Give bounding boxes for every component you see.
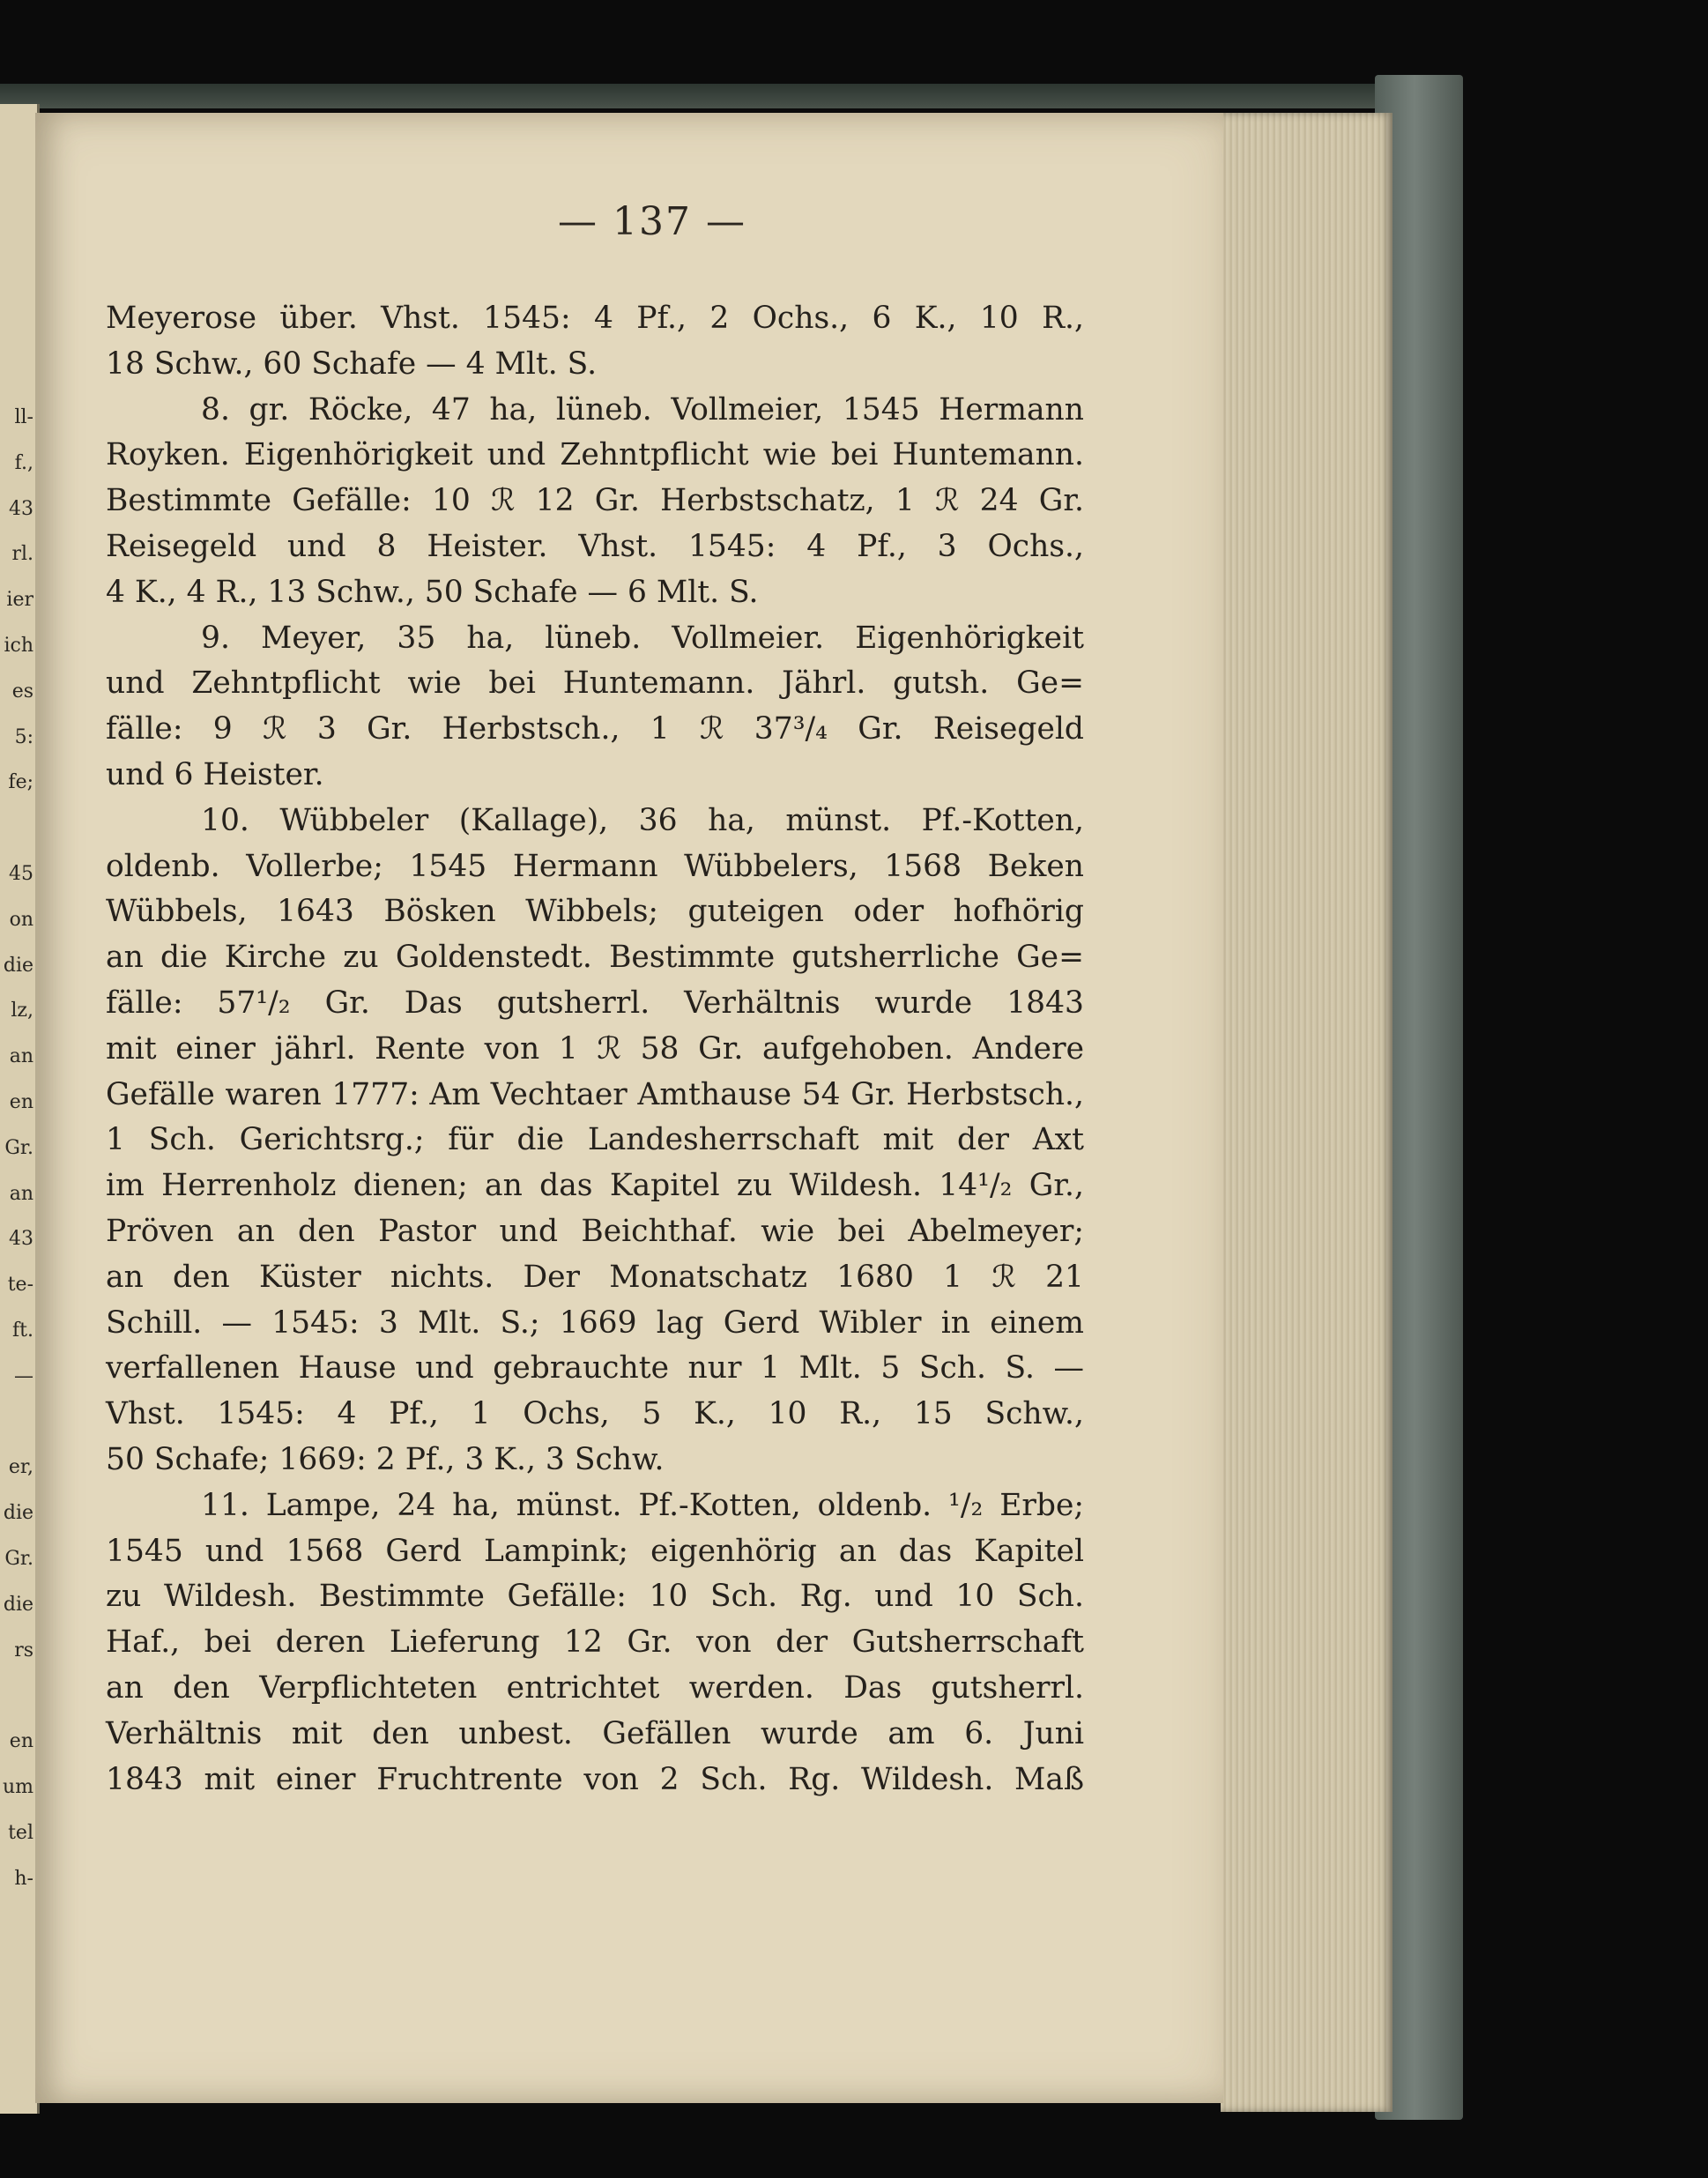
book-spine-edge: [0, 84, 1463, 108]
previous-page-fragment: an: [9, 1045, 33, 1068]
previous-page-fragment: en: [9, 1730, 33, 1753]
previous-page-fragment: fe;: [8, 771, 33, 794]
text-line: Royken. Eigenhörigkeit und Zehntpflicht wie bei Huntemann.: [106, 437, 1084, 473]
text-line: 50 Schafe; 1669: 2 Pf., 3 K., 3 Schw.: [106, 1441, 665, 1477]
previous-page-fragment: die: [3, 954, 33, 977]
previous-page-fragment: 43: [9, 497, 33, 520]
text-line: Wübbels, 1643 Bösken Wibbels; guteigen oder hofhörig: [106, 894, 1084, 930]
previous-page-fragment: Gr.: [4, 1547, 33, 1570]
text-line: 10. Wübbeler (Kallage), 36 ha, münst. Pf.-Kotten,: [201, 802, 1084, 838]
text-line: verfallenen Hause und gebrauchte nur 1 Mlt. 5 Sch. S. —: [106, 1350, 1084, 1386]
previous-page-fragment: ich: [4, 634, 33, 657]
text-line: und 6 Heister.: [106, 756, 324, 792]
text-line: Schill. — 1545: 3 Mlt. S.; 1669 lag Gerd Wibler in einem: [106, 1305, 1084, 1341]
previous-page-fragment: die: [3, 1593, 33, 1616]
previous-page-fragment: 5:: [14, 725, 33, 748]
previous-page-fragment: er,: [8, 1456, 33, 1479]
previous-page-fragment: Gr.: [4, 1136, 33, 1159]
text-line: 4 K., 4 R., 13 Schw., 50 Schafe — 6 Mlt. S.: [106, 574, 759, 610]
text-line: fälle: 57¹/₂ Gr. Das gutsherrl. Verhältnis wurde 1843: [106, 985, 1084, 1021]
text-line: 8. gr. Röcke, 47 ha, lüneb. Vollmeier, 1545 Hermann: [201, 391, 1084, 427]
text-line: Haf., bei deren Lieferung 12 Gr. von der Gutsherrschaft: [106, 1624, 1084, 1661]
text-line: Reisegeld und 8 Heister. Vhst. 1545: 4 Pf., 3 Ochs.,: [106, 528, 1084, 564]
previous-page-fragment: um: [2, 1775, 33, 1798]
text-line: 1843 mit einer Fruchtrente von 2 Sch. Rg. Wildesh. Maß: [106, 1761, 1084, 1797]
text-line: 1 Sch. Gerichtsrg.; für die Landesherrschaft mit der Axt: [106, 1122, 1084, 1158]
previous-page-fragment: 45: [9, 862, 33, 885]
text-line: im Herrenholz dienen; an das Kapitel zu Wildesh. 14¹/₂ Gr.,: [106, 1168, 1084, 1204]
book-page: [35, 113, 1223, 2103]
text-line: fälle: 9 ℛ 3 Gr. Herbstsch., 1 ℛ 37³/₄ Gr. Reisegeld: [106, 711, 1084, 747]
text-line: oldenb. Vollerbe; 1545 Hermann Wübbelers, 1568 Beken: [106, 848, 1084, 884]
previous-page-fragment: —: [14, 1364, 33, 1387]
previous-page-fragment: 43: [9, 1228, 33, 1251]
previous-page-fragment: tel: [8, 1821, 33, 1844]
previous-page-fragment: [2, 1400, 33, 1446]
previous-page-edge: [0, 104, 40, 2114]
text-line: Bestimmte Gefälle: 10 ℛ 12 Gr. Herbstschatz, 1 ℛ 24 Gr.: [106, 483, 1084, 519]
previous-page-fragment: [2, 1673, 33, 1719]
text-line: Verhältnis mit den unbest. Gefällen wurde am 6. Juni: [106, 1715, 1084, 1751]
text-line: an den Verpflichteten entrichtet werden. Das gutsherrl.: [106, 1669, 1084, 1706]
previous-page-fragment: f.,: [14, 451, 33, 474]
previous-page-fragment: es: [11, 680, 33, 702]
previous-page-fragment: ft.: [12, 1319, 33, 1342]
previous-page-fragment: lz,: [11, 1000, 33, 1022]
text-line: zu Wildesh. Bestimmte Gefälle: 10 Sch. Rg. und 10 Sch.: [106, 1579, 1084, 1615]
previous-page-fragment: an: [9, 1182, 33, 1205]
text-line: mit einer jährl. Rente von 1 ℛ 58 Gr. aufgehoben. Andere: [106, 1030, 1084, 1067]
previous-page-fragment: die: [3, 1502, 33, 1525]
previous-page-fragment: en: [9, 1090, 33, 1113]
text-line: Pröven an den Pastor und Beichthaf. wie bei Abelmeyer;: [106, 1213, 1084, 1249]
previous-page-text-fragments: [2, 395, 33, 1901]
text-line: und Zehntpflicht wie bei Huntemann. Jährl. gutsh. Ge=: [106, 665, 1084, 702]
previous-page-fragment: ll-: [14, 406, 33, 428]
text-line: an den Küster nichts. Der Monatschatz 1680 1 ℛ 21: [106, 1259, 1084, 1295]
text-line: an die Kirche zu Goldenstedt. Bestimmte gutsherrliche Ge=: [106, 940, 1084, 976]
text-line: 18 Schw., 60 Schafe — 4 Mlt. S.: [106, 346, 598, 382]
text-line: Meyerose über. Vhst. 1545: 4 Pf., 2 Ochs., 6 K., 10 R.,: [106, 301, 1084, 336]
text-line: Gefälle waren 1777: Am Vechtaer Amthause 54 Gr. Herbstsch.,: [106, 1076, 1084, 1112]
previous-page-fragment: te-: [7, 1274, 33, 1297]
text-line: 11. Lampe, 24 ha, münst. Pf.-Kotten, oldenb. ¹/₂ Erbe;: [201, 1487, 1084, 1523]
previous-page-fragment: [2, 806, 33, 851]
previous-page-fragment: rs: [14, 1639, 33, 1661]
previous-page-fragment: h-: [14, 1867, 33, 1890]
previous-page-fragment: ier: [6, 589, 33, 612]
page-number: — 137 —: [558, 199, 746, 244]
page-block-edges: [1221, 113, 1392, 2112]
text-line: 9. Meyer, 35 ha, lüneb. Vollmeier. Eigenhörigkeit: [201, 620, 1084, 656]
body-text: [106, 296, 1084, 1803]
text-line: Vhst. 1545: 4 Pf., 1 Ochs, 5 K., 10 R., 15 Schw.,: [106, 1396, 1084, 1432]
text-line: 1545 und 1568 Gerd Lampink; eigenhörig an das Kapitel: [106, 1533, 1084, 1569]
previous-page-fragment: rl.: [11, 543, 33, 566]
previous-page-fragment: on: [9, 908, 33, 931]
